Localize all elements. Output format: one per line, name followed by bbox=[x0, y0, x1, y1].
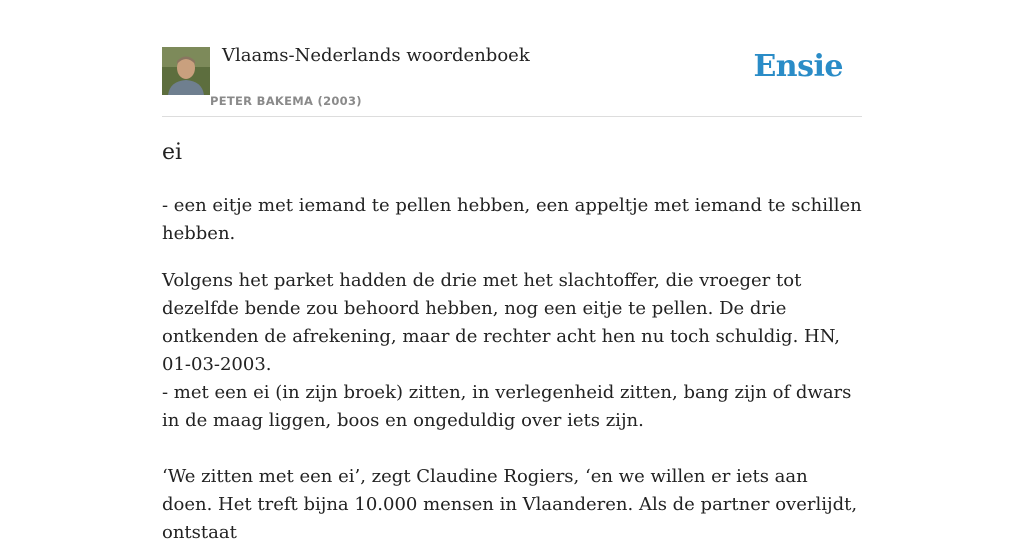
avatar-photo-icon bbox=[162, 47, 210, 95]
entry-paragraph: - een eitje met iemand te pellen hebben, een appeltje met iemand te schillen hebben. bbox=[162, 195, 862, 244]
entry-paragraph: Volgens het parket hadden de drie met het slachtoffer, die vroeger tot dezelfde bende zou behoord hebben, nog een eitje te pellen. De drie ontkenden de afrekening, maar de rechter acht hen nu toch schuldig. HN, 01-03-2003. bbox=[162, 270, 841, 375]
page bbox=[162, 0, 862, 543]
dictionary-title[interactable]: Vlaams-Nederlands woordenboek bbox=[222, 45, 530, 66]
ensie-logo[interactable]: Ensie bbox=[753, 49, 843, 84]
author-avatar[interactable] bbox=[162, 47, 210, 95]
entry-paragraph: - met een ei (in zijn broek) zitten, in verlegenheid zitten, bang zijn of dwars in de maag liggen, boos en ongeduldig over iets zijn. bbox=[162, 382, 852, 431]
page-header bbox=[162, 0, 862, 117]
entry-paragraph: ‘We zitten met een ei’, zegt Claudine Rogiers, ‘en we willen er iets aan doen. Het treft bijna 10.000 mensen in Vlaanderen. Als de partner overlijdt, ontstaat bbox=[162, 466, 858, 543]
author-name[interactable]: PETER BAKEMA (2003) bbox=[210, 94, 362, 108]
entry-headword: ei bbox=[162, 140, 183, 165]
